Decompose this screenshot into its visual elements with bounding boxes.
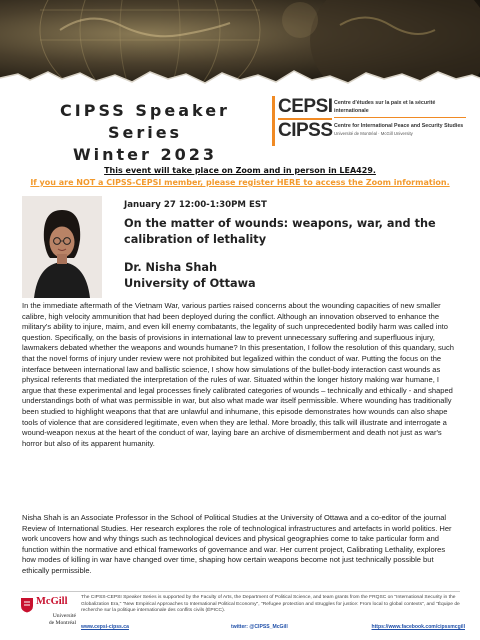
speaker-bio: Nisha Shah is an Associate Professor in the School of Political Studies at the University of Ottawa and a co-editor of the journal Review of International Studies. Her research explores the role of technological infrastructures and artefacts in world politics. Her work uncovers how and why things such as technological devices and physical geographies come to take particular form and function within the normative and ethical frameworks of governance and war. Her current project, Calibrating Lethality, explores how modes of killing in war have changed over time, shaping how certain weapons become not just technically possible but ethically permissible. <box>22 513 452 575</box>
event-date-time: January 27 12:00-1:30PM EST <box>124 200 267 210</box>
mcgill-shield-icon <box>20 597 34 613</box>
funding-acknowledgement: The CIPSS-CEPSI Speaker Series is supported by the Faculty of Arts, the Department of Political Science, and team grants from the FRQSC on "International Security in the Globalization Era," "New Empirical Approaches to International Political Economy", "Refugee protection and struggles for justice: From local to global contexts", and "Équipe de recherche sur la politique internationale des conflits civils (ÉPICC). <box>81 595 460 614</box>
speaker-photo <box>22 196 102 298</box>
series-title <box>20 100 270 166</box>
talk-abstract: In the immediate aftermath of the Vietnam War, various parties raised concerns about the wounding capacities of new smaller calibre, high velocity ammunition that had been deployed during the conflict. Although an innovation observed to enhance the military's ability to injure, maim, and even kill enemy combatants, the legality of such unprecedented bodily harm was called into question. Specifically, on the basis of provisions in international law to prevent unnecessary suffering and superfluous injury, lawmakers debated whether the weapons and wounds humane? In this presentation, I follow the resolution of this quandary, such that the novel forms of injury under review were not prohibited but legalized within the conduct of war. Putting the focus on the interface between international law and ballistic science, I show how simulations of the bullet-body interaction cast wounds as physical referents that mediated the interpretation of the rules of war. Situated within the longer history making war humane, I argue that these experimental and legal processes finely calibrated categories of wounds – technically and ethically - and shaped understandings both of what was permissible in war, but also what made war itself permissible. Where wounding has traditionally been studied to highlight weapons that that are unlawful and inhumane, this episode demonstrates how wounds can also shape tools of violence that are considered legitimate, even when they are lethal. More broadly, this talk will illustrate and interrogate a wound-weapon nexus at the heart of the conduct of war, laying bare an archive of dismemberment and death not just as war's horror but also of its apparent humanity. <box>22 301 454 448</box>
speaker-affiliation: University of Ottawa <box>124 277 256 290</box>
series-title-line2: Winter 2023 <box>72 145 217 164</box>
logo-french-name: Centre d'études sur la paix et la sécurité internationale <box>334 99 466 118</box>
udem-wordmark <box>20 613 76 626</box>
registration-link[interactable]: If you are NOT a CIPSS-CEPSI member, please register HERE to access the Zoom information. <box>30 178 450 187</box>
logo-mark <box>272 96 332 146</box>
torn-paper-edge <box>0 64 480 86</box>
cepsi-cipss-logo <box>272 96 462 146</box>
university-logos <box>20 596 76 636</box>
udem-line1: Université <box>52 613 76 619</box>
speaker-portrait-image <box>22 196 102 298</box>
speaker-name: Dr. Nisha Shah <box>124 261 218 274</box>
udem-line2: de Montréal <box>48 619 76 626</box>
logo-mark-cepsi: CEPSI <box>278 96 332 120</box>
logo-mark-cipss: CIPSS <box>278 120 333 141</box>
talk-title: On the matter of wounds: weapons, war, and the calibration of lethality <box>124 217 436 246</box>
logo-english-name: Centre for International Peace and Security Studies <box>334 123 464 129</box>
header-banner <box>0 0 480 86</box>
footer-links <box>81 624 465 634</box>
logo-text <box>334 99 466 137</box>
location-notice: This event will take place on Zoom and in person in LEA429. <box>104 166 376 175</box>
logo-universities: Université de Montréal · McGill University <box>334 131 413 136</box>
series-title-line1: CIPSS Speaker Series <box>60 101 230 142</box>
twitter-handle[interactable]: twitter: @CIPSS_McGill <box>231 624 288 630</box>
website-link[interactable]: www.cepsi-cipss.ca <box>81 624 129 630</box>
mcgill-wordmark: McGill <box>36 596 68 607</box>
footer-divider <box>22 591 460 592</box>
facebook-link[interactable]: https://www.facebook.com/cipssmcgill <box>371 624 465 630</box>
